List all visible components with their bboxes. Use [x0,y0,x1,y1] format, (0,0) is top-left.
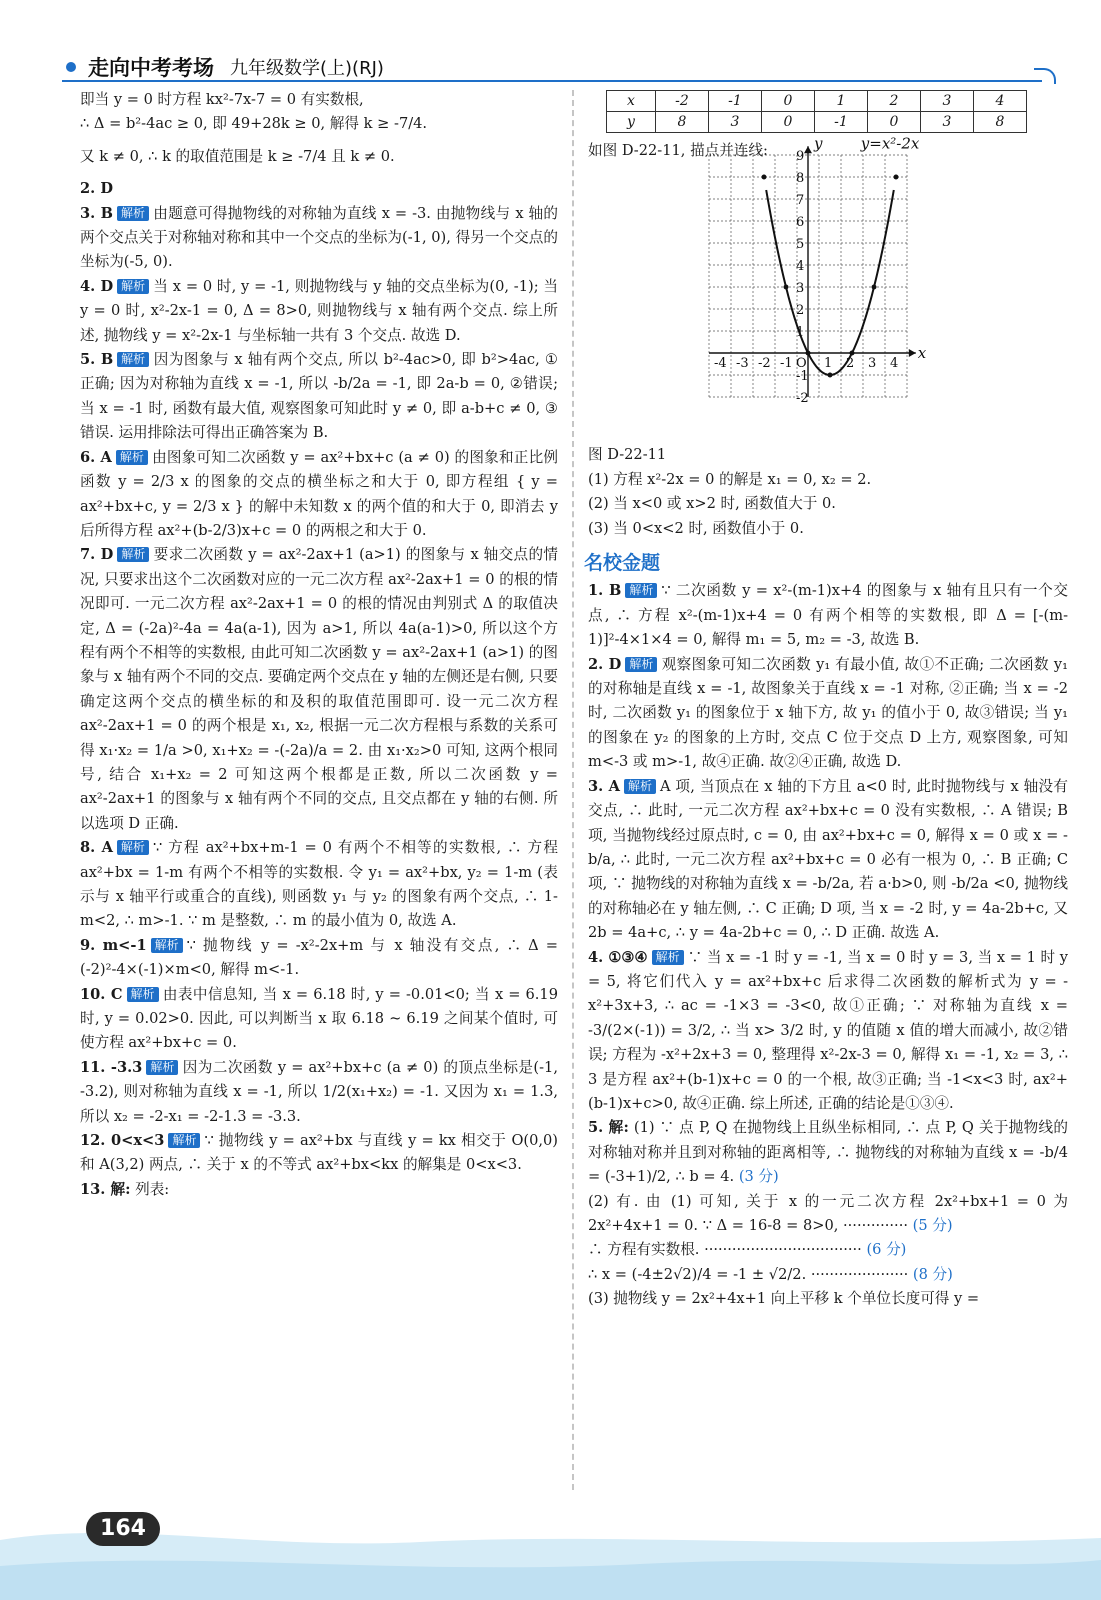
data-point [850,351,855,356]
score-mark: (5 分) [912,1217,953,1234]
answer-number: 4. D [80,277,114,295]
x-tick-label: 1 [824,356,833,372]
x-axis-label: x [917,344,927,363]
answer-number: 5. B [80,351,114,369]
left-column [80,88,558,1202]
x-tick-label: O [796,356,807,372]
column-divider [572,90,574,1490]
answer-text: ∴ Δ = b²-4ac ≥ 0, 即 49+28k ≥ 0, 解得 k ≥ -7/4. [80,115,428,133]
answer-text: 当 x = 0 时, y = -1, 则抛物线与 y 轴的交点坐标为(0, -1); 当 y = 0 时, x²-2x-1 = 0, Δ = 8>0, 则抛物线与 x 轴有两个交点. 综上所述, 抛物线 y = x²-2x-1 与坐标轴一共有 3 个交点. 故选 D. [80,277,558,344]
analysis-tag: 解析 [117,206,149,221]
answer-text: 即当 y = 0 时方程 kx²-7x-7 = 0 有实数根, [80,91,364,108]
x-tick-label: -4 [714,356,727,372]
analysis-tag: 解析 [652,950,684,965]
answer-item-cont-3 [80,145,558,169]
analysis-tag: 解析 [168,1133,200,1148]
header-curl-icon [1034,68,1056,84]
answer-number: 8. A [80,839,113,857]
answer-number: 9. m<-1 [80,936,147,954]
y-tick-label: 2 [796,303,805,319]
table-cell: 0 [762,112,815,133]
analysis-tag: 解析 [127,987,159,1002]
y-tick-label: 4 [796,259,805,275]
answer-number: 10. C [80,985,123,1003]
analysis-tag: 解析 [624,779,656,794]
analysis-tag: 解析 [146,1060,178,1075]
table-cell: 2 [868,91,921,112]
table-cell: -1 [815,112,868,133]
answer-number: 1. B [588,582,622,600]
y-tick-label: -2 [796,391,809,407]
page-header [62,50,1072,84]
answer-text: ∵ 抛物线 y = -x²-2x+m 与 x 轴没有交点, ∴ Δ = (-2)²-4×(-1)×m<0, 解得 m<-1. [80,936,558,979]
y-tick-label: 3 [796,281,805,297]
answer-item-10 [80,983,558,1056]
graph-conclusion-3: (3) 当 0<x<2 时, 函数值小于 0. [588,519,804,537]
table-row [607,112,1027,133]
answer-number: 2. D [588,655,622,673]
answer-item-r5-part5 [588,1287,1068,1311]
x-tick-label: -1 [780,356,793,372]
answer-number: 12. 0<x<3 [80,1132,165,1150]
graph-intro: 如图 D-22-11, 描点并连线: [588,142,768,159]
answer-item-12 [80,1129,558,1178]
parabola-curve [766,190,894,375]
answer-text: 列表: [135,1180,170,1198]
table-cell: 0 [762,91,815,112]
footer-wave [0,1480,1101,1600]
answer-text: 观察图象可知二次函数 y₁ 有最小值, 故①不正确; 二次函数 y₁ 的对称轴是直线 x = -1, 故图象关于直线 x = -1 对称, ②正确; 当 x = -2 时, 二次函数 y₁ 的图象位于 x 轴下方, 故 y₁ 的值小于 0, 故③错误; 当 y₁ 的图象在 y₂ 的图象的上方时, 交点 C 位于交点 D 上方, 观察图象, 可知 m<-3 或 m>-1, 故④正确. 故②④正确, 故选 D. [588,655,1068,771]
chart-title: y=x²-2x [860,134,920,153]
answer-text: 因为二次函数 y = ax²+bx+c (a ≠ 0) 的顶点坐标是(-1, -3.2), 则对称轴为直线 x = -1, 所以 1/2(x₁+x₂) = -1. 又因为 x₁ = 1.3, 所以 x₂ = -2-x₁ = -2-1.3 = -3.3. [80,1058,558,1125]
table-cell: 1 [815,91,868,112]
data-point [828,373,833,378]
answer-item-r1 [588,579,1068,652]
answer-item-r5-part3 [588,1238,1068,1262]
x-tick-label: 3 [868,356,877,372]
y-tick-label: 6 [796,215,805,231]
answer-text: 又 k ≠ 0, ∴ k 的取值范围是 k ≥ -7/4 且 k ≠ 0. [80,147,395,165]
analysis-tag: 解析 [625,583,657,598]
table-cell: 3 [921,91,974,112]
table-row [607,91,1027,112]
answer-item-r5 [588,1116,1068,1189]
score-mark: (3 分) [738,1168,779,1186]
answer-text: (1) ∵ 点 P, Q 在抛物线上且纵坐标相同, ∴ 点 P, Q 关于抛物线的对称轴对称并且到对称轴的距离相等, ∴ 抛物线的对称轴为直线 x = -b/4 = (-3+1)/2, ∴ b = 4. [588,1119,1069,1186]
figure-caption: 图 D-22-11 [588,446,667,464]
table-cell: -1 [709,91,762,112]
answer-text: ∴ x = (-4±2√2)/4 = -1 ± √2/2. ····················· [588,1265,909,1283]
answer-item-cont-2 [80,112,558,136]
data-point [872,285,877,290]
answer-item-4 [80,275,558,348]
answer-number: 2. D [80,180,113,198]
answer-item-2 [80,177,558,201]
data-point [806,351,811,356]
table-header-cell: y [607,112,656,133]
right-column [584,88,1069,1312]
answer-number: 11. -3.3 [80,1058,143,1076]
table-cell: 3 [921,112,974,133]
book-subject: 九年级数学(上)(RJ) [230,58,384,79]
value-table [606,90,1027,133]
answer-text: ∵ 抛物线 y = ax²+bx 与直线 y = kx 相交于 O(0,0) 和 A(3,2) 两点, ∴ 关于 x 的不等式 ax²+bx<kx 的解集是 0<x<3. [80,1132,558,1174]
answer-item-r5-part2 [588,1190,1068,1239]
x-axis-arrow-icon [909,349,916,357]
answer-item-r3 [588,775,1068,946]
data-point [784,285,789,290]
data-point [762,175,767,180]
answer-item-cont-1 [80,88,558,112]
x-tick-label: -2 [758,356,771,372]
answer-text: 由题意可得抛物线的对称轴为直线 x = -3. 由抛物线与 x 轴的两个交点关于对称轴对称和其中一个交点的坐标为(-1, 0), 得另一个交点的坐标为(-5, 0). [80,204,558,271]
series-title: 走向中考考场 [88,56,214,80]
y-tick-label: -1 [796,369,809,385]
answer-text: ∵ 二次函数 y = x²-(m-1)x+4 的图象与 x 轴有且只有一个交点, ∴ 方程 x²-(m-1)x+4 = 0 有两个相等的实数根, 即 Δ = [-(m-1)]²-4×1×4 = 0, 解得 m₁ = 5, m₂ = -3, 故选 B. [588,582,1068,649]
x-tick-label: 2 [846,356,855,372]
answer-number: 7. D [80,546,114,564]
answer-item-11 [80,1056,558,1129]
answer-number: 13. 解: [80,1180,131,1198]
score-mark: (8 分) [912,1265,953,1283]
analysis-tag: 解析 [116,450,148,465]
table-cell: 8 [656,112,709,133]
table-cell: 3 [709,112,762,133]
page-number: 164 [86,1512,160,1546]
answer-item-5 [80,348,558,446]
data-point [894,175,899,180]
y-axis-label: y [814,134,823,153]
section-title: 名校金题 [584,552,661,575]
analysis-tag: 解析 [117,840,149,855]
answer-number: 6. A [80,448,112,466]
answer-number: 3. A [588,777,620,795]
analysis-tag: 解析 [117,547,149,562]
table-cell: 4 [974,91,1027,112]
header-rule [62,80,1042,82]
answer-text: 因为图象与 x 轴有两个交点, 所以 b²-4ac>0, 即 b²>4ac, ①正确; 因为对称轴为直线 x = -1, 所以 -b/2a = -1, 即 2a-b = 0, ②错误; 当 x = -1 时, 函数有最大值, 观察图象可知此时 y ≠ 0, 即 a-b+c ≠ 0, ③错误. 运用排除法可得出正确答案为 B. [80,351,558,442]
answer-item-7 [80,543,558,836]
answer-item-9 [80,934,558,983]
analysis-tag: 解析 [117,352,149,367]
answer-item-r5-part4 [588,1263,1068,1287]
table-cell: -2 [656,91,709,112]
bullet-dot-icon [66,62,76,72]
table-header-cell: x [607,91,656,112]
answer-text: 由图象可知二次函数 y = ax²+bx+c (a ≠ 0) 的图象和正比例函数 y = 2/3 x 的图象的交点的横坐标之和大于 0, 即方程组 { y = ax²+bx+c, y = 2/3 x } 的解中未知数 x 的两个值的和大于 0, 即消去 y 后所得方程 ax²+(b-2/3)x+c = 0 的两根之和大于 0. [80,448,559,539]
answer-item-13 [80,1178,558,1202]
x-tick-label: 4 [890,356,899,372]
graph-conclusion-2: (2) 当 x<0 或 x>2 时, 函数值大于 0. [588,495,836,513]
answer-text: 由表中信息知, 当 x = 6.18 时, y = -0.01<0; 当 x = 6.19 时, y = 0.02>0. 因此, 可以判断当 x 取 6.18 ~ 6.19 之间某个值时, 可使方程 ax²+bx+c = 0. [80,985,558,1052]
answer-item-3 [80,202,558,275]
answer-number: 4. ①③④ [588,948,648,966]
answer-text: (2) 有. 由 (1) 可知, 关于 x 的一元二次方程 2x²+bx+1 = 0 为 2x²+4x+1 = 0. ∵ Δ = 16-8 = 8>0, ·············· [588,1192,1068,1234]
y-tick-label: 9 [796,149,805,165]
analysis-tag: 解析 [117,279,149,294]
answer-number: 5. 解: [588,1119,629,1137]
analysis-tag: 解析 [151,938,183,953]
answer-item-r4 [588,946,1068,1117]
answer-text: (3) 抛物线 y = 2x²+4x+1 向上平移 k 个单位长度可得 y = [588,1290,980,1308]
table-cell: 8 [974,112,1027,133]
answer-item-r2 [588,653,1068,775]
y-tick-label: 1 [796,325,805,341]
answer-item-6 [80,446,558,544]
answer-item-8 [80,836,558,934]
answer-text: ∵ 当 x = -1 时 y = -1, 当 x = 0 时 y = 3, 当 x = 1 时 y = 5, 将它们代入 y = ax²+bx+c 后求得二次函数的解析式为 y = -x²+3x+3, ∴ ac = -1×3 = -3<0, 故①正确; ∵ 对称轴为直线 x = -3/(2×(-1)) = 3/2, ∴ 当 x> 3/2 时, y 的值随 x 值的增大而减小, 故②错误; 方程为 -x²+2x+3 = 0, 整理得 x²-2x-3 = 0, 解得 x₁ = -1, x₂ = 3, ∴ 3 是方程 ax²+(b-1)x+c = 0 的一个根, 故③正确; 当 -1<x<3 时, ax²+(b-1)x+c>0, 故④正确. 综上所述, 正确的结论是①③④. [588,948,1068,1112]
score-mark: (6 分) [866,1241,907,1259]
analysis-tag: 解析 [625,657,657,672]
answer-text: A 项, 当顶点在 x 轴的下方且 a<0 时, 此时抛物线与 x 轴没有交点, ∴ 此时, 一元二次方程 ax²+bx+c = 0 没有实数根, ∴ A 错误; B 项, 当抛物线经过原点时, c = 0, 由 ax²+bx+c = 0, 解得 x = 0 或 x = -b/a, ∴ 此时, 一元二次方程 ax²+bx+c = 0 必有一根为 0, ∴ B 正确; C 项, ∵ 抛物线的对称轴为直线 x = -b/2a, 若 a·b>0, 则 -b/2a <0, 抛物线的对称轴必在 y 轴左侧, ∴ C 正确; D 项, 当 x = -2 时, y = 4a-2b+c, 又 2b = 4a+c, ∴ y = 4a-2b+c = 0, ∴ D 正确. 故选 A. [588,777,1069,942]
x-tick-label: -3 [736,356,749,372]
answer-number: 3. B [80,204,113,222]
answer-text: ∴ 方程有实数根. ·································· [588,1241,862,1259]
y-tick-label: 5 [796,237,805,253]
graph-conclusion-1: (1) 方程 x²-2x = 0 的解是 x₁ = 0, x₂ = 2. [588,470,872,488]
y-tick-label: 7 [796,193,805,209]
y-tick-label: 8 [796,171,805,187]
answer-text: 要求二次函数 y = ax²-2ax+1 (a>1) 的图象与 x 轴交点的情况, 只要求出这个二次函数对应的一元二次方程 ax²-2ax+1 = 0 的根的情况即可. 一元二次方程 ax²-2ax+1 = 0 的根的情况由判别式 Δ 的取值决定, Δ = (-2a)²-4a = 4a(a-1), 因为 a>1, 所以 4a(a-1)>0, 所以这个方程有两个不相等的实数根, 由此可知二次函数 y = ax²-2ax+1 (a>1) 的图象与 x 轴有两个不同的交点. 要确定两个交点在 y 轴的左侧还是右侧, 只要确定这两个交点的横坐标的和及积的取值范围即可. 设一元二次方程 ax²-2ax+1 = 0 的两个根是 x₁, x₂, 根据一元二次方程根与系数的关系可得 x₁·x₂ = 1/a >0, x₁+x₂ = -(-2a)/a = 2. 由 x₁·x₂>0 可知, 这两个根同号, 结合 x₁+x₂ = 2 可知这两个根都是正数, 所以二次函数 y = ax²-2ax+1 的图象与 x 轴有两个不同的交点, 且交点都在 y 轴的右侧. 所以选项 D 正确. [80,546,558,832]
table-cell: 0 [868,112,921,133]
answer-text: ∵ 方程 ax²+bx+m-1 = 0 有两个不相等的实数根, ∴ 方程 ax²+bx = 1-m 有两个不相等的实数根. 令 y₁ = ax²+bx, y₂ = 1-m (表示与 x 轴平行或重合的直线), 则函数 y₁ 与 y₂ 的图象有两个交点, ∴ 1-m<2, ∴ m>-1. ∵ m 是整数, ∴ m 的最小值为 0, 故选 A. [80,839,559,930]
